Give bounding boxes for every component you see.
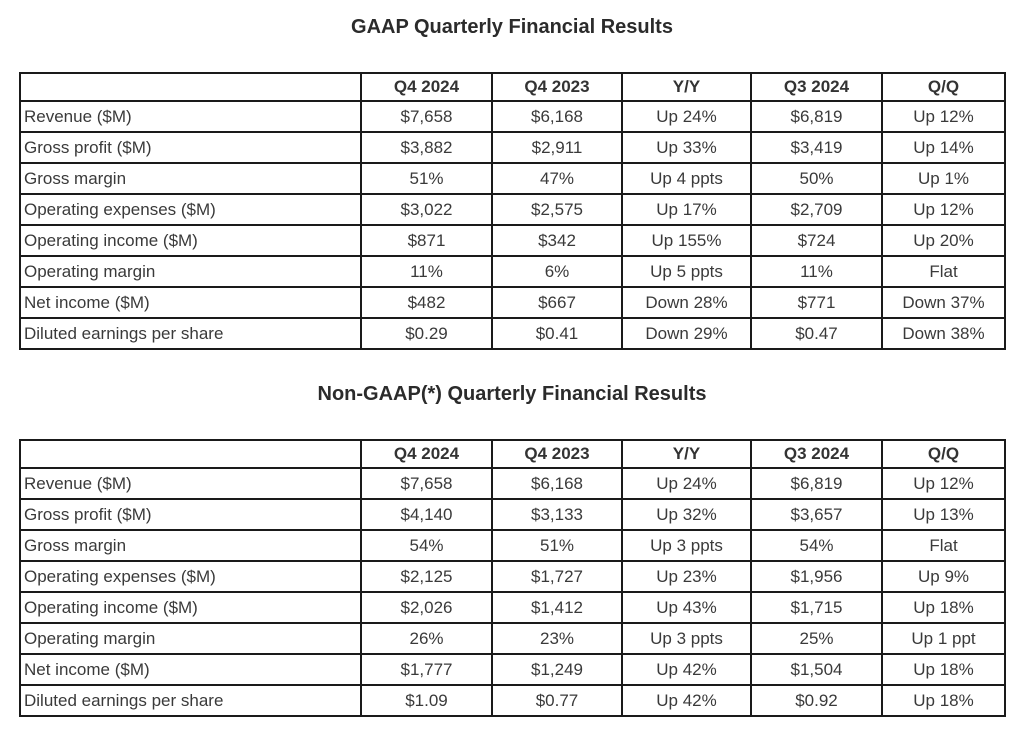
value-cell: $3,022	[361, 194, 492, 225]
row-label-cell: Net income ($M)	[20, 654, 361, 685]
row-label-cell: Diluted earnings per share	[20, 685, 361, 716]
table-row	[20, 318, 1005, 349]
value-cell: Up 18%	[882, 654, 1005, 685]
table-row	[20, 256, 1005, 287]
column-header: Q3 2024	[751, 440, 882, 468]
row-label-cell: Operating expenses ($M)	[20, 561, 361, 592]
table-row	[20, 592, 1005, 623]
value-cell: $1.09	[361, 685, 492, 716]
gaap-table-title: GAAP Quarterly Financial Results	[351, 16, 673, 38]
value-cell: $1,715	[751, 592, 882, 623]
value-cell: $0.29	[361, 318, 492, 349]
value-cell: Up 24%	[622, 468, 751, 499]
value-cell: $3,882	[361, 132, 492, 163]
value-cell: Up 9%	[882, 561, 1005, 592]
value-cell: $2,575	[492, 194, 622, 225]
table-row	[20, 685, 1005, 716]
value-cell: $1,412	[492, 592, 622, 623]
value-cell: $2,026	[361, 592, 492, 623]
value-cell: Up 13%	[882, 499, 1005, 530]
value-cell: Up 12%	[882, 194, 1005, 225]
value-cell: Up 1 ppt	[882, 623, 1005, 654]
value-cell: Up 33%	[622, 132, 751, 163]
value-cell: $1,956	[751, 561, 882, 592]
value-cell: Down 28%	[622, 287, 751, 318]
column-header: Q4 2024	[361, 440, 492, 468]
gaap-results-table	[19, 72, 1006, 350]
value-cell: $871	[361, 225, 492, 256]
value-cell: $7,658	[361, 468, 492, 499]
table-row	[20, 101, 1005, 132]
row-label-cell: Operating expenses ($M)	[20, 194, 361, 225]
value-cell: 11%	[751, 256, 882, 287]
value-cell: $6,819	[751, 101, 882, 132]
value-cell: Up 12%	[882, 468, 1005, 499]
value-cell: $1,777	[361, 654, 492, 685]
value-cell: 54%	[751, 530, 882, 561]
value-cell: $667	[492, 287, 622, 318]
table-row	[20, 132, 1005, 163]
value-cell: $0.77	[492, 685, 622, 716]
value-cell: Up 43%	[622, 592, 751, 623]
table-row	[20, 561, 1005, 592]
column-header: Q/Q	[882, 73, 1005, 101]
row-label-cell: Operating income ($M)	[20, 592, 361, 623]
value-cell: $2,911	[492, 132, 622, 163]
table-row	[20, 468, 1005, 499]
value-cell: $2,125	[361, 561, 492, 592]
row-label-cell: Operating income ($M)	[20, 225, 361, 256]
value-cell: Up 20%	[882, 225, 1005, 256]
value-cell: $3,419	[751, 132, 882, 163]
row-label-cell: Gross profit ($M)	[20, 132, 361, 163]
value-cell: Up 3 ppts	[622, 530, 751, 561]
row-label-cell: Gross margin	[20, 163, 361, 194]
value-cell: Up 14%	[882, 132, 1005, 163]
value-cell: $482	[361, 287, 492, 318]
value-cell: $4,140	[361, 499, 492, 530]
value-cell: $0.92	[751, 685, 882, 716]
table-row	[20, 623, 1005, 654]
row-label-cell: Operating margin	[20, 256, 361, 287]
value-cell: Up 23%	[622, 561, 751, 592]
header-row	[20, 440, 1005, 468]
row-label-cell: Revenue ($M)	[20, 101, 361, 132]
value-cell: $1,504	[751, 654, 882, 685]
value-cell: 51%	[361, 163, 492, 194]
value-cell: 50%	[751, 163, 882, 194]
column-header: Y/Y	[622, 440, 751, 468]
value-cell: Up 24%	[622, 101, 751, 132]
value-cell: $6,168	[492, 101, 622, 132]
value-cell: 51%	[492, 530, 622, 561]
table-row	[20, 654, 1005, 685]
value-cell: $771	[751, 287, 882, 318]
value-cell: $3,657	[751, 499, 882, 530]
row-label-cell: Gross profit ($M)	[20, 499, 361, 530]
value-cell: Down 37%	[882, 287, 1005, 318]
value-cell: Up 4 ppts	[622, 163, 751, 194]
column-header: Q4 2023	[492, 440, 622, 468]
value-cell: $0.47	[751, 318, 882, 349]
non-gaap-results-table	[19, 439, 1006, 717]
row-label-cell: Net income ($M)	[20, 287, 361, 318]
value-cell: $1,249	[492, 654, 622, 685]
value-cell: Up 18%	[882, 592, 1005, 623]
column-header: Q/Q	[882, 440, 1005, 468]
value-cell: Up 155%	[622, 225, 751, 256]
empty-header-cell	[20, 73, 361, 101]
value-cell: Up 42%	[622, 685, 751, 716]
value-cell: 47%	[492, 163, 622, 194]
value-cell: 11%	[361, 256, 492, 287]
value-cell: $7,658	[361, 101, 492, 132]
value-cell: Flat	[882, 256, 1005, 287]
value-cell: $342	[492, 225, 622, 256]
value-cell: $3,133	[492, 499, 622, 530]
non-gaap-table-title: Non-GAAP(*) Quarterly Financial Results	[317, 383, 707, 405]
column-header: Y/Y	[622, 73, 751, 101]
value-cell: Up 1%	[882, 163, 1005, 194]
value-cell: Up 42%	[622, 654, 751, 685]
value-cell: 23%	[492, 623, 622, 654]
row-label-cell: Gross margin	[20, 530, 361, 561]
column-header: Q4 2023	[492, 73, 622, 101]
table-row	[20, 530, 1005, 561]
column-header: Q4 2024	[361, 73, 492, 101]
value-cell: 54%	[361, 530, 492, 561]
value-cell: $724	[751, 225, 882, 256]
row-label-cell: Diluted earnings per share	[20, 318, 361, 349]
value-cell: Up 3 ppts	[622, 623, 751, 654]
value-cell: $0.41	[492, 318, 622, 349]
table-row	[20, 194, 1005, 225]
value-cell: $2,709	[751, 194, 882, 225]
value-cell: Up 5 ppts	[622, 256, 751, 287]
table-row	[20, 287, 1005, 318]
row-label-cell: Revenue ($M)	[20, 468, 361, 499]
empty-header-cell	[20, 440, 361, 468]
value-cell: Down 29%	[622, 318, 751, 349]
value-cell: $6,168	[492, 468, 622, 499]
value-cell: 25%	[751, 623, 882, 654]
value-cell: Down 38%	[882, 318, 1005, 349]
column-header: Q3 2024	[751, 73, 882, 101]
value-cell: Up 18%	[882, 685, 1005, 716]
table-row	[20, 163, 1005, 194]
row-label-cell: Operating margin	[20, 623, 361, 654]
value-cell: 26%	[361, 623, 492, 654]
value-cell: 6%	[492, 256, 622, 287]
value-cell: $1,727	[492, 561, 622, 592]
value-cell: Flat	[882, 530, 1005, 561]
table-row	[20, 225, 1005, 256]
value-cell: $6,819	[751, 468, 882, 499]
value-cell: Up 12%	[882, 101, 1005, 132]
value-cell: Up 32%	[622, 499, 751, 530]
table-row	[20, 499, 1005, 530]
value-cell: Up 17%	[622, 194, 751, 225]
header-row	[20, 73, 1005, 101]
